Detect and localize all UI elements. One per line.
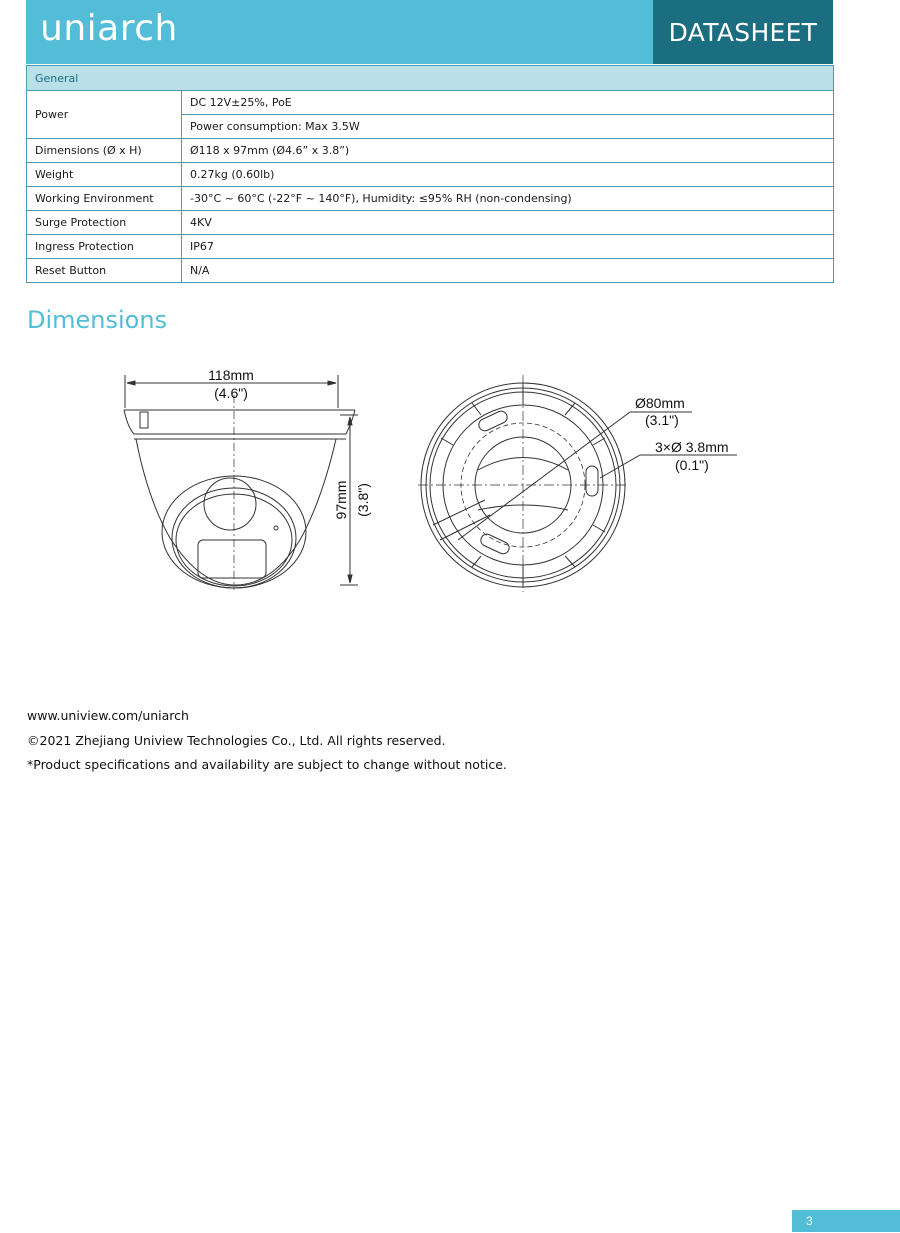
hole-diameter-mm: 3×Ø 3.8mm bbox=[655, 439, 729, 455]
row-value-reset-button: N/A bbox=[182, 259, 834, 283]
row-label-weight: Weight bbox=[27, 163, 182, 187]
section-title-general: General bbox=[27, 66, 834, 91]
disclaimer-text: *Product specifications and availability are subject to change without notice. bbox=[27, 757, 507, 772]
row-value-power-1: DC 12V±25%, PoE bbox=[182, 91, 834, 115]
row-label-surge-protection: Surge Protection bbox=[27, 211, 182, 235]
uniarch-logo: uniarch bbox=[40, 8, 178, 49]
dimension-drawing bbox=[100, 360, 760, 600]
page-header bbox=[26, 0, 833, 64]
row-value-dimensions: Ø118 x 97mm (Ø4.6” x 3.8”) bbox=[182, 139, 834, 163]
page-number: 3 bbox=[806, 1214, 813, 1228]
side-width-mm: 118mm bbox=[208, 367, 254, 383]
table-row bbox=[27, 235, 834, 259]
bottom-diameter-in: (3.1") bbox=[645, 412, 679, 428]
table-row bbox=[27, 259, 834, 283]
page-number-badge bbox=[792, 1210, 900, 1232]
website-link[interactable]: www.uniview.com/uniarch bbox=[27, 708, 189, 723]
row-value-surge-protection: 4KV bbox=[182, 211, 834, 235]
table-row bbox=[27, 91, 834, 115]
row-value-working-environment: -30°C ~ 60°C (-22°F ~ 140°F), Humidity: ≤95% RH (non-condensing) bbox=[182, 187, 834, 211]
section-header-row bbox=[27, 66, 834, 91]
dimensions-heading: Dimensions bbox=[27, 306, 168, 334]
table-row bbox=[27, 187, 834, 211]
side-height-in: (3.8") bbox=[355, 483, 371, 517]
side-view-drawing bbox=[124, 375, 358, 590]
row-value-power-2: Power consumption: Max 3.5W bbox=[182, 115, 834, 139]
row-label-reset-button: Reset Button bbox=[27, 259, 182, 283]
hole-diameter-in: (0.1") bbox=[675, 457, 709, 473]
datasheet-label: DATASHEET bbox=[653, 0, 833, 64]
row-label-working-environment: Working Environment bbox=[27, 187, 182, 211]
row-label-dimensions: Dimensions (Ø x H) bbox=[27, 139, 182, 163]
footer-text bbox=[27, 704, 507, 778]
copyright-text: ©2021 Zhejiang Uniview Technologies Co., Ltd. All rights reserved. bbox=[27, 732, 446, 748]
table-row bbox=[27, 139, 834, 163]
row-label-ingress-protection: Ingress Protection bbox=[27, 235, 182, 259]
bottom-view-drawing bbox=[418, 375, 737, 592]
side-width-in: (4.6") bbox=[214, 385, 248, 401]
side-height-mm: 97mm bbox=[333, 480, 349, 520]
table-row bbox=[27, 211, 834, 235]
spec-table bbox=[26, 65, 834, 283]
table-row bbox=[27, 163, 834, 187]
row-value-ingress-protection: IP67 bbox=[182, 235, 834, 259]
row-label-power: Power bbox=[27, 91, 182, 139]
row-value-weight: 0.27kg (0.60lb) bbox=[182, 163, 834, 187]
bottom-diameter-mm: Ø80mm bbox=[635, 395, 685, 411]
